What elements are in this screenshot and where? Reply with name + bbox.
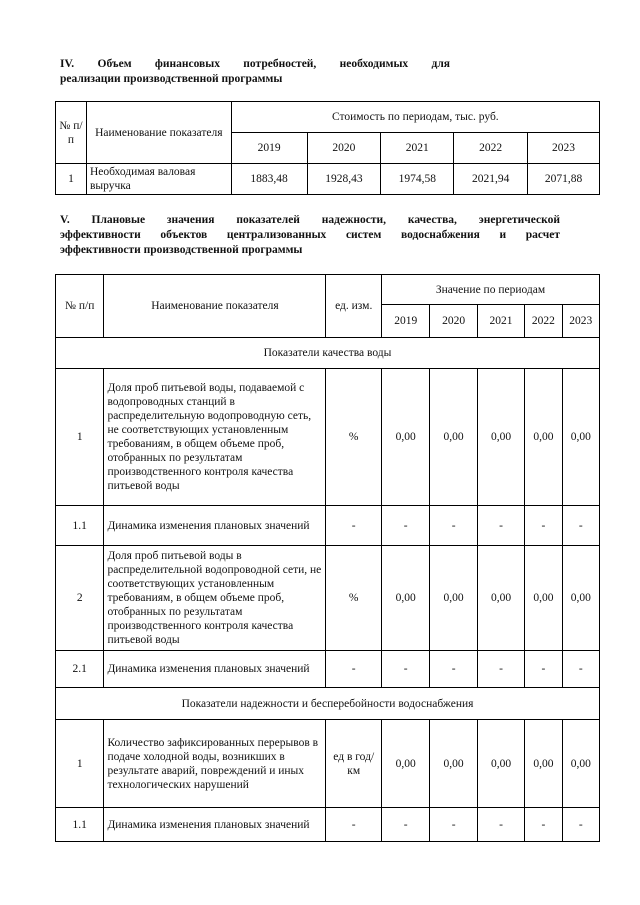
table-row (56, 164, 600, 195)
section-5-heading (60, 213, 560, 258)
row-name: Динамика изменения плановых значений (104, 808, 326, 842)
row-value: 0,00 (525, 720, 562, 808)
row-value: 0,00 (430, 720, 477, 808)
row-value: 0,00 (381, 546, 429, 651)
table-row (56, 720, 600, 808)
section-5-heading-line-1: V. Плановые значения показателей надежности, качества, энергетической (60, 214, 560, 226)
section-5-heading-line-2: эффективности объектов централизованных систем водоснабжения и расчет (60, 229, 560, 241)
row-value: - (430, 651, 477, 688)
col-header-name: Наименование показателя (104, 275, 326, 338)
table-row (56, 651, 600, 688)
row-value: - (525, 506, 562, 546)
row-number: 1 (56, 164, 87, 195)
group-title-reliability: Показатели надежности и бесперебойности водоснабжения (56, 688, 600, 720)
year-header: 2022 (525, 305, 562, 338)
row-value: - (562, 506, 599, 546)
row-value: 0,00 (381, 369, 429, 506)
table-row (56, 369, 600, 506)
row-value: 0,00 (562, 720, 599, 808)
row-value: - (477, 506, 524, 546)
col-header-values: Значение по периодам (381, 275, 599, 305)
col-header-number: № п/п (56, 275, 104, 338)
table-row (56, 506, 600, 546)
row-value: - (381, 506, 429, 546)
year-header: 2023 (562, 305, 599, 338)
year-header: 2020 (307, 133, 381, 164)
row-value: 1883,48 (231, 164, 307, 195)
row-number: 1 (56, 720, 104, 808)
row-name: Доля проб питьевой воды, подаваемой с водопроводных станций в распределительную водопроводную сеть, не соответствующих установленным требованиям, в общем объеме проб, отобранных по результатам производственного контроля качества питьевой воды (104, 369, 326, 506)
col-header-cost: Стоимость по периодам, тыс. руб. (231, 102, 599, 133)
row-unit: ед в год/ км (326, 720, 382, 808)
section-4-heading-line-2: реализации производственной программы (60, 73, 283, 85)
row-value: 0,00 (562, 369, 599, 506)
row-value: - (525, 808, 562, 842)
row-value: - (430, 808, 477, 842)
financial-needs-table (55, 101, 600, 195)
row-value: 0,00 (477, 546, 524, 651)
row-value: 2021,94 (454, 164, 528, 195)
col-header-unit: ед. изм. (326, 275, 382, 338)
row-value: - (477, 808, 524, 842)
row-unit: % (326, 546, 382, 651)
row-value: - (525, 651, 562, 688)
row-value: 2071,88 (528, 164, 600, 195)
row-unit: % (326, 369, 382, 506)
row-name: Доля проб питьевой воды в распределительной водопроводной сети, не соответствующих установленным требованиям, в общем объеме проб, отобранных по результатам производственного контроля качества питьевой воды (104, 546, 326, 651)
row-value: 0,00 (430, 546, 477, 651)
row-value: 0,00 (562, 546, 599, 651)
row-value: - (562, 808, 599, 842)
row-value: 0,00 (525, 369, 562, 506)
row-value: - (430, 506, 477, 546)
row-name: Необходимая валовая выручка (86, 164, 231, 195)
row-value: 1928,43 (307, 164, 381, 195)
row-value: - (381, 808, 429, 842)
year-header: 2021 (381, 133, 454, 164)
row-value: 1974,58 (381, 164, 454, 195)
section-4-heading-line-1: IV. Объем финансовых потребностей, необходимых для (60, 58, 450, 70)
row-name: Динамика изменения плановых значений (104, 506, 326, 546)
row-unit: - (326, 651, 382, 688)
row-unit: - (326, 506, 382, 546)
row-value: 0,00 (430, 369, 477, 506)
year-header: 2019 (381, 305, 429, 338)
row-value: - (381, 651, 429, 688)
col-header-name: Наименование показателя (86, 102, 231, 164)
row-number: 2 (56, 546, 104, 651)
row-value: - (477, 651, 524, 688)
performance-indicators-table (55, 274, 600, 842)
year-header: 2021 (477, 305, 524, 338)
col-header-number: № п/п (56, 102, 87, 164)
year-header: 2020 (430, 305, 477, 338)
table-row (56, 808, 600, 842)
year-header: 2023 (528, 133, 600, 164)
section-4-heading (60, 57, 560, 87)
row-value: 0,00 (477, 369, 524, 506)
row-name: Динамика изменения плановых значений (104, 651, 326, 688)
table-row (56, 546, 600, 651)
row-value: 0,00 (477, 720, 524, 808)
row-number: 2.1 (56, 651, 104, 688)
group-title-water-quality: Показатели качества воды (56, 338, 600, 369)
year-header: 2019 (231, 133, 307, 164)
row-unit: - (326, 808, 382, 842)
section-5-heading-line-3: эффективности производственной программы (60, 244, 303, 256)
row-number: 1.1 (56, 506, 104, 546)
year-header: 2022 (454, 133, 528, 164)
row-number: 1.1 (56, 808, 104, 842)
row-value: 0,00 (525, 546, 562, 651)
row-number: 1 (56, 369, 104, 506)
row-value: - (562, 651, 599, 688)
row-name: Количество зафиксированных перерывов в подаче холодной воды, возникших в результате аварий, повреждений и иных технологических нарушений (104, 720, 326, 808)
row-value: 0,00 (381, 720, 429, 808)
